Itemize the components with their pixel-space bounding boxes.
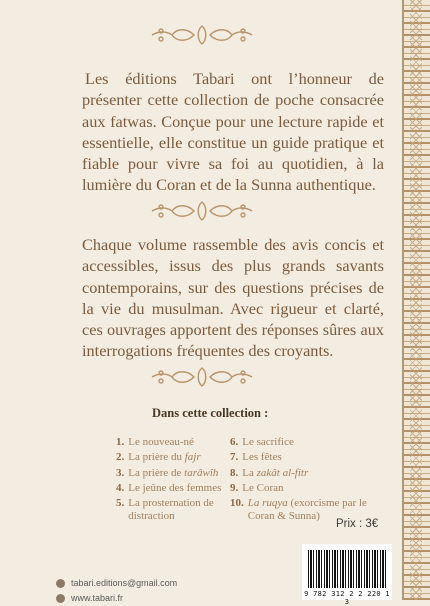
floral-ornament-icon [0, 364, 404, 390]
list-item: 3. La prière de tarâwîh [116, 466, 219, 479]
decorative-border [402, 0, 430, 600]
list-item: 5. La prosternation de distraction [116, 497, 214, 523]
list-item: 7. Les fêtes [230, 451, 282, 464]
contact-website[interactable] [56, 593, 123, 603]
list-item: 6. Le sacrifice [230, 436, 294, 448]
email-icon [56, 579, 65, 588]
floral-ornament-icon [0, 22, 404, 48]
list-item: 4. Le jeûne des femmes [116, 481, 222, 494]
floral-ornament-icon [0, 198, 404, 224]
barcode-digits: 9 782 312 2 2 220 1 3 [304, 590, 390, 606]
barcode [302, 544, 392, 606]
list-item: 1. Le nouveau-né [116, 436, 194, 448]
email-text: tabari.editions@gmail.com [71, 578, 178, 588]
barcode-bars [308, 550, 386, 588]
description-paragraph: Chaque volume rassemble des avis concis et accessibles, issus des plus grands savants contemporains, sur des questions précises de la vie du musulman. Avec rigueur et clarté, ces ouvrages apportent des réponses sûres aux interrogations fréquentes des croyants. [82, 235, 384, 361]
list-item: 8. La zakât al-fitr [230, 466, 309, 479]
collection-title: Dans cette collection : [152, 406, 269, 420]
list-item: 9. Le Coran [230, 481, 284, 494]
list-item: 2. La prière du fajr [116, 451, 201, 464]
collection-list-left [116, 436, 224, 526]
list-item: 10. La ruqya (exorcisme par le Coran & Sunna) [230, 497, 367, 523]
globe-icon [56, 594, 65, 603]
website-text: www.tabari.fr [71, 593, 124, 603]
intro-paragraph: Les éditions Tabari ont l’honneur de présenter cette collection de poche consacrée aux fatwas. Conçue pour une lecture rapide et essentielle, elle constitue un guide pratique et fiable pour vivre sa foi au quotidien, à la lumière du Coran et de la Sunna authentique. [82, 69, 384, 195]
contact-email[interactable] [56, 578, 177, 588]
collection-list-right [230, 436, 390, 526]
price-label: Prix : 3€ [336, 518, 379, 530]
